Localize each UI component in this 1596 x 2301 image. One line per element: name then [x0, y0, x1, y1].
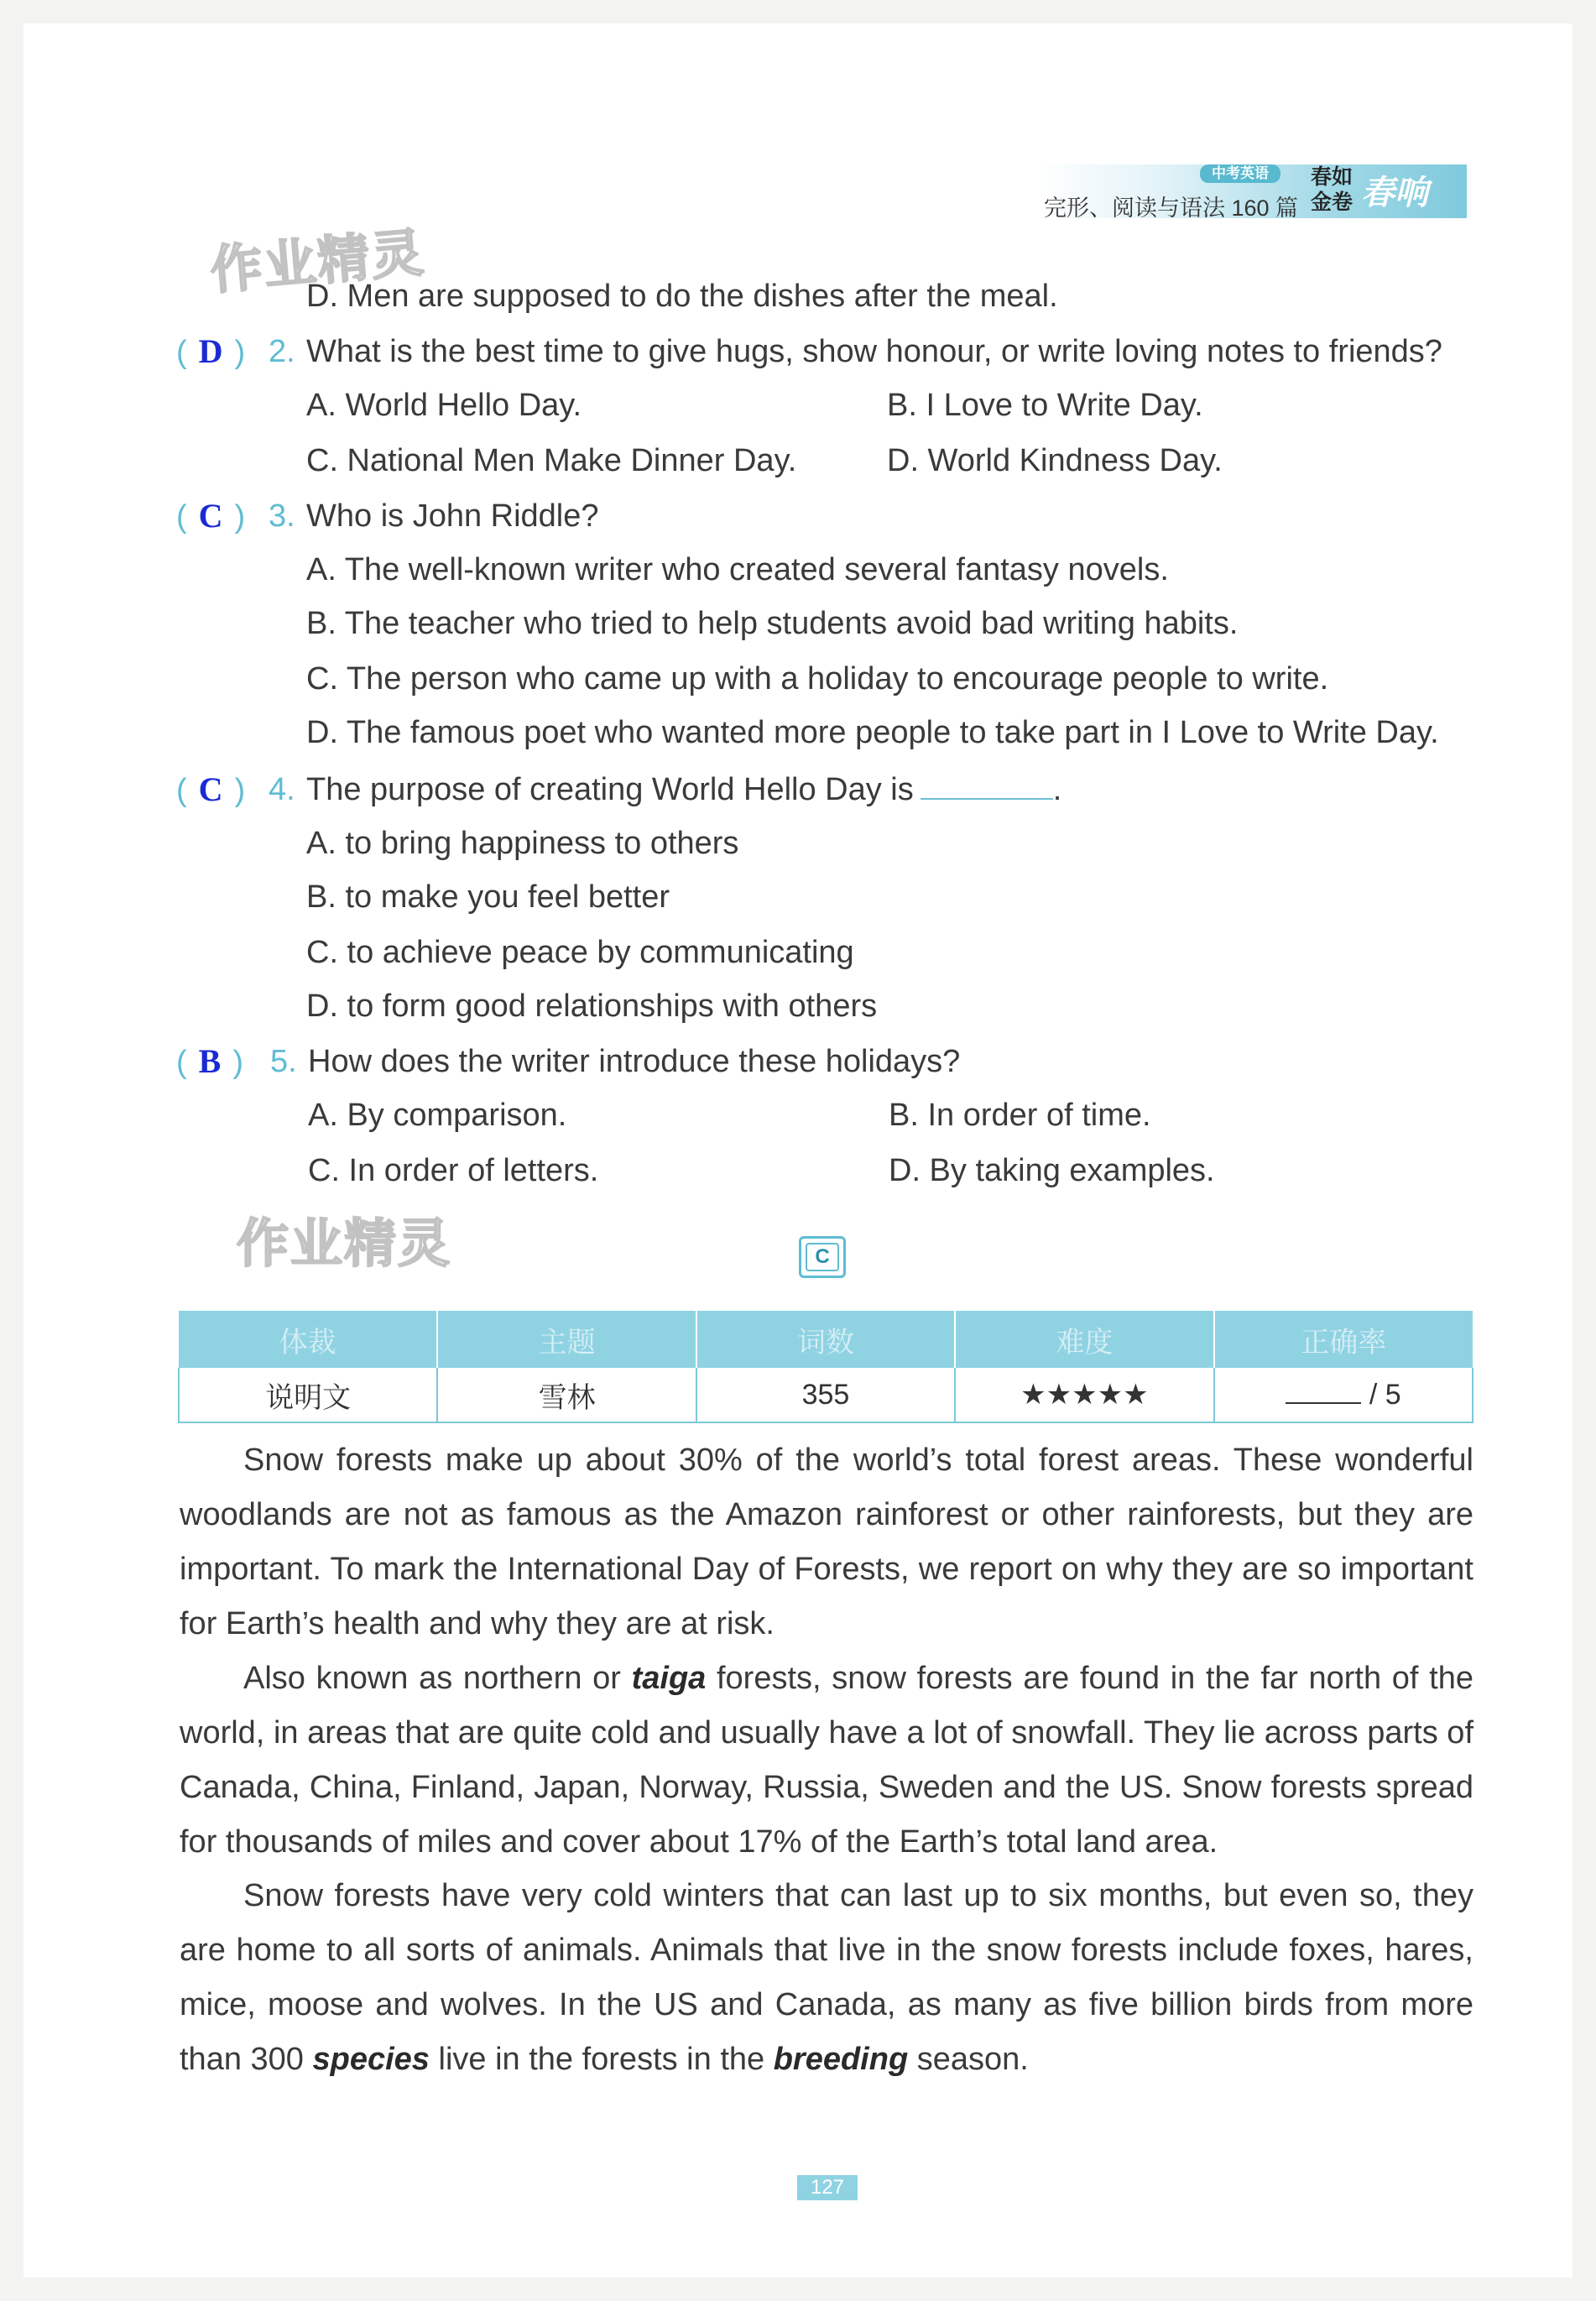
answer-blank: [921, 773, 1053, 800]
section-letter: C: [806, 1243, 839, 1271]
q2-option-c: C. National Men Make Dinner Day.: [306, 443, 797, 478]
q5-option-d: D. By taking examples.: [889, 1153, 1215, 1188]
q5-option-c: C. In order of letters.: [308, 1153, 599, 1188]
watermark: 作业精灵: [208, 223, 428, 301]
genre-value: 说明文: [179, 1368, 437, 1422]
q4-stem-end: .: [1052, 772, 1062, 807]
p3-text-a: Snow forests have very cold winters that can last up to six months, but even so, they are home to all sorts of animals. Animals that live in the snow forests include foxes, hares, mice, moose and wolves. In the US and Canada, as many as five billion birds from more than 300: [180, 1878, 1473, 2077]
q3-option-b: B. The teacher who tried to help students avoid bad writing habits.: [306, 606, 1239, 641]
header-series-badge: 中考英语: [1200, 164, 1280, 183]
header-logo: 春响: [1361, 173, 1428, 212]
q1-option-d: D. Men are supposed to do the dishes after the meal.: [306, 279, 1058, 314]
table-row: [179, 1368, 1473, 1422]
score-blank: [1286, 1380, 1361, 1404]
q2-option-d: D. World Kindness Day.: [887, 443, 1223, 478]
q3-option-a: A. The well-known writer who created several fantasy novels.: [306, 552, 1169, 587]
difficulty-stars: ★★★★★: [955, 1368, 1213, 1422]
answer-letter: C: [198, 770, 223, 808]
p3-text-b: live in the forests in the: [429, 2042, 774, 2077]
table-header-row: [179, 1311, 1473, 1368]
answer-letter: D: [198, 332, 223, 370]
watermark: 作业精灵: [237, 1215, 452, 1273]
p2-keyword: taiga: [631, 1661, 707, 1696]
header-topic: 主题: [437, 1311, 696, 1368]
header-brand: 春如金卷: [1311, 165, 1353, 214]
answer-letter: C: [198, 497, 223, 535]
q2-stem: What is the best time to give hugs, show honour, or write loving notes to friends?: [306, 334, 1442, 369]
header-accuracy: 正确率: [1214, 1311, 1473, 1368]
q2-answer: ( D ): [176, 332, 246, 370]
q5-option-a: A. By comparison.: [308, 1098, 567, 1133]
q4-stem: [306, 770, 1061, 809]
section-label: [799, 1236, 846, 1278]
q5-number: 5.: [270, 1044, 297, 1079]
q3-answer: ( C ): [176, 497, 246, 535]
header-word-count: 词数: [696, 1311, 955, 1368]
p3-text-c: season.: [908, 2042, 1029, 2077]
q3-option-d: D. The famous poet who wanted more people to take part in I Love to Write Day.: [306, 715, 1439, 750]
p3-keyword-1: species: [312, 2042, 430, 2077]
q5-stem: How does the writer introduce these holidays?: [308, 1044, 961, 1079]
q4-option-b: B. to make you feel better: [306, 879, 670, 915]
q4-stem-text: The purpose of creating World Hello Day is: [306, 772, 914, 807]
q4-option-a: A. to bring happiness to others: [306, 826, 739, 861]
q2-number: 2.: [269, 334, 295, 369]
q5-answer: ( B ): [176, 1042, 243, 1080]
p2-text-b: forests, snow forests are found in the far north of the world, in areas that are quite cold and usually have a lot of snowfall. They lie across parts of Canada, China, Finland, Japan, Norway, Russia, Sweden and the US. Snow forests spread for thousands of miles and cover about 17% of the Earth’s total land area.: [180, 1661, 1473, 1860]
passage-paragraph-3: [180, 1869, 1473, 2087]
passage-paragraph-2: [180, 1651, 1473, 1870]
p2-text-a: Also known as northern or: [243, 1661, 632, 1696]
header-subtitle: 完形、阅读与语法 160 篇: [1044, 196, 1299, 221]
word-count-value: 355: [696, 1368, 955, 1422]
q4-answer: ( C ): [176, 770, 246, 808]
q5-option-b: B. In order of time.: [889, 1098, 1151, 1133]
page-number: 127: [797, 2175, 858, 2200]
header-difficulty: 难度: [955, 1311, 1213, 1368]
accuracy-cell: [1214, 1368, 1473, 1422]
answer-letter: B: [198, 1042, 222, 1080]
q4-number: 4.: [269, 772, 295, 807]
q3-stem: Who is John Riddle?: [306, 498, 599, 534]
passage-paragraph-1: Snow forests make up about 30% of the world’s total forest areas. These wonderful woodlands are not as famous as the Amazon rainforest or other rainforests, but they are important. To mark the International Day of Forests, we report on why they are so important for Earth’s health and why they are at risk.: [180, 1443, 1473, 1641]
header-genre: 体裁: [179, 1311, 437, 1368]
accuracy-total: / 5: [1369, 1378, 1401, 1411]
q3-number: 3.: [269, 498, 295, 534]
q4-option-c: C. to achieve peace by communicating: [306, 935, 854, 970]
q4-option-d: D. to form good relationships with others: [306, 989, 878, 1024]
q2-option-b: B. I Love to Write Day.: [887, 388, 1203, 423]
passage-info-table: [178, 1311, 1473, 1423]
q2-option-a: A. World Hello Day.: [306, 388, 582, 423]
topic-value: 雪林: [437, 1368, 696, 1422]
q3-option-c: C. The person who came up with a holiday to encourage people to write.: [306, 661, 1329, 697]
p3-keyword-2: breeding: [773, 2042, 909, 2077]
